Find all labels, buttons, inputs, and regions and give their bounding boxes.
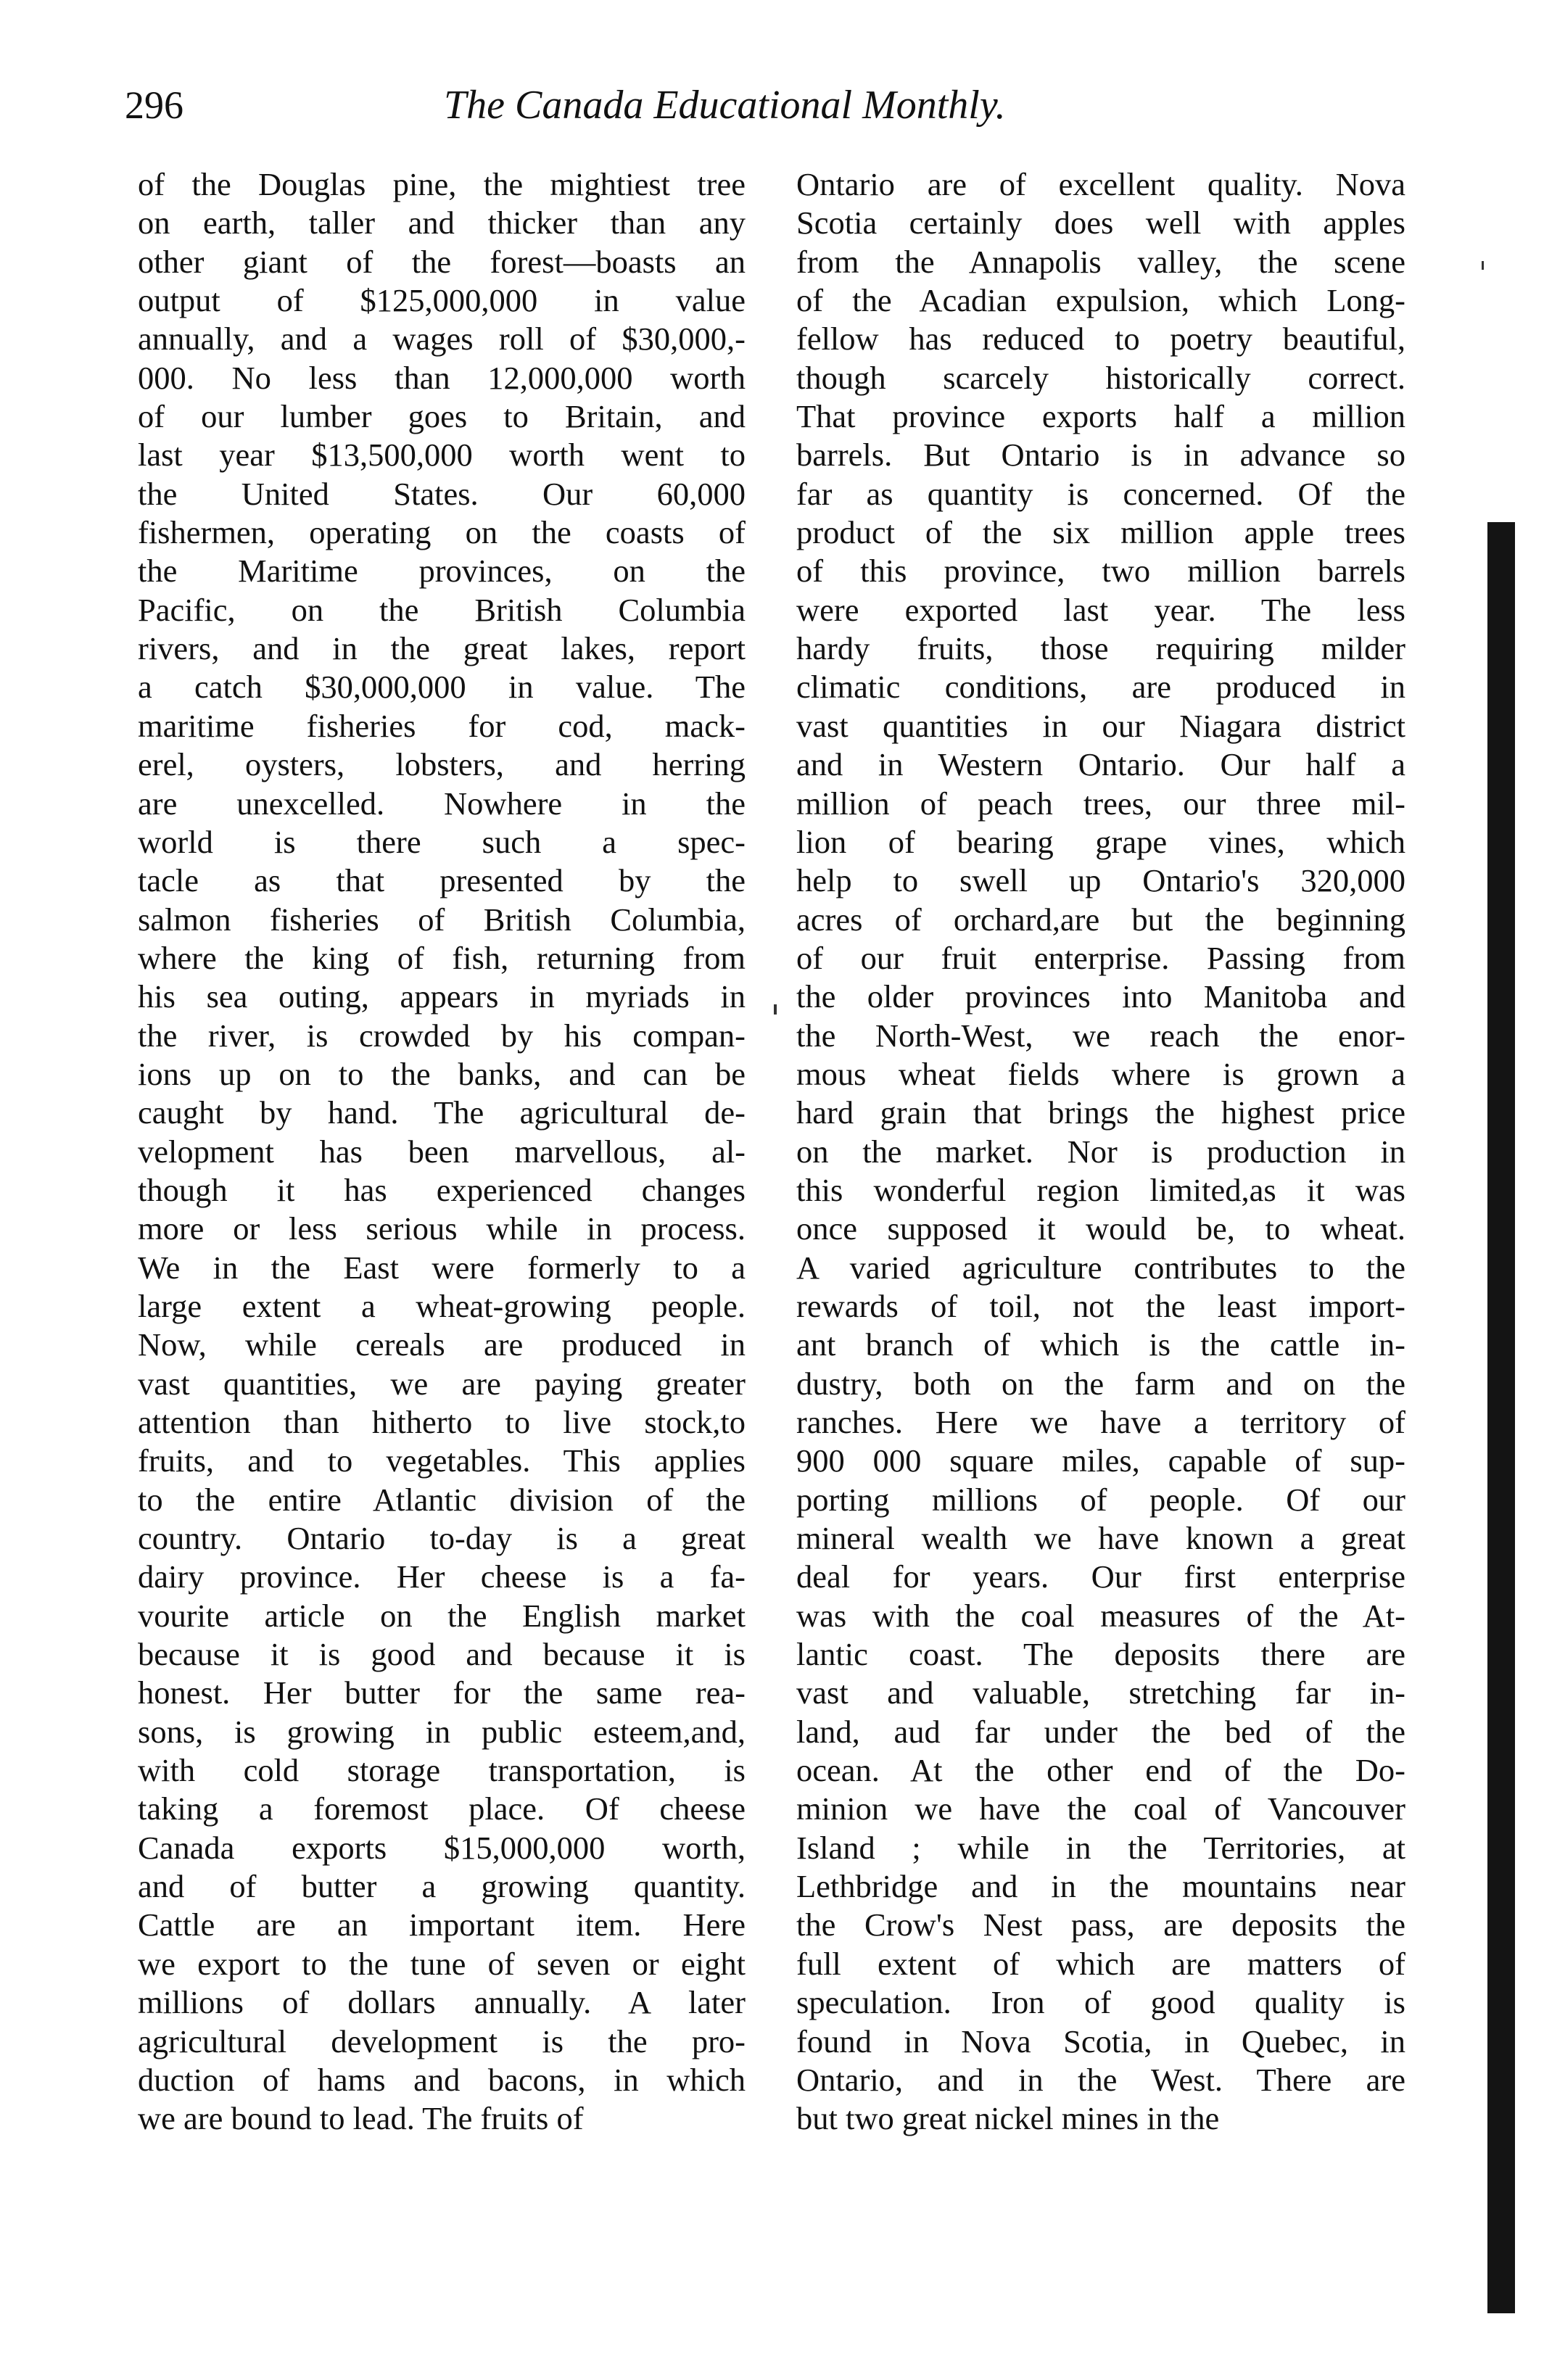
text-line: more or less serious while in process. <box>138 1210 746 1247</box>
text-line: caught by hand. The agricultural de- <box>138 1094 746 1131</box>
scan-edge-shadow <box>1487 522 1515 2313</box>
text-column-left <box>138 165 746 2139</box>
text-line: help to swell up Ontario's 320,000 <box>796 862 1405 899</box>
text-line: once supposed it would be, to wheat. <box>796 1210 1405 1247</box>
text-line: ranches. Here we have a territory of <box>796 1404 1405 1440</box>
text-line: Canada exports $15,000,000 worth, <box>138 1829 746 1866</box>
text-line: 900 000 square miles, capable of sup- <box>796 1442 1405 1479</box>
text-line: the North-West, we reach the enor- <box>796 1017 1405 1054</box>
text-line: Island ; while in the Territories, at <box>796 1829 1405 1866</box>
scan-speck <box>774 1004 777 1015</box>
text-line: Lethbridge and in the mountains near <box>796 1868 1405 1905</box>
text-line: his sea outing, appears in myriads in <box>138 978 746 1015</box>
text-line: on earth, taller and thicker than any <box>138 204 746 241</box>
text-line: mous wheat fields where is grown a <box>796 1055 1405 1092</box>
text-line: taking a foremost place. Of cheese <box>138 1790 746 1827</box>
text-line: of our lumber goes to Britain, and <box>138 398 746 435</box>
text-line: though scarcely historically correct. <box>796 359 1405 396</box>
text-line: of the Douglas pine, the mightiest tree <box>138 166 746 202</box>
text-line: the older provinces into Manitoba and <box>796 978 1405 1015</box>
text-line: million of peach trees, our three mil- <box>796 785 1405 822</box>
text-line: from the Annapolis valley, the scene <box>796 243 1405 280</box>
text-line: vast quantities, we are paying greater <box>138 1365 746 1402</box>
text-line: was with the coal measures of the At- <box>796 1597 1405 1634</box>
text-line: rivers, and in the great lakes, report <box>138 630 746 667</box>
text-line: vast and valuable, stretching far in- <box>796 1674 1405 1711</box>
text-line: lantic coast. The deposits there are <box>796 1636 1405 1673</box>
text-line: minion we have the coal of Vancouver <box>796 1790 1405 1827</box>
text-line: duction of hams and bacons, in which <box>138 2061 746 2098</box>
text-line: output of $125,000,000 in value <box>138 282 746 319</box>
text-line: were exported last year. The less <box>796 591 1405 628</box>
text-line: the Crow's Nest pass, are deposits the <box>796 1906 1405 1943</box>
text-line: of our fruit enterprise. Passing from <box>796 939 1405 976</box>
text-line: because it is good and because it is <box>138 1636 746 1673</box>
text-line: ocean. At the other end of the Do- <box>796 1752 1405 1789</box>
text-line: barrels. But Ontario is in advance so <box>796 437 1405 474</box>
text-line: though it has experienced changes <box>138 1171 746 1208</box>
text-line: agricultural development is the pro- <box>138 2022 746 2059</box>
text-line: sons, is growing in public esteem,and, <box>138 1713 746 1750</box>
text-line: Pacific, on the British Columbia <box>138 591 746 628</box>
text-line: mineral wealth we have known a great <box>796 1520 1405 1557</box>
text-line: Ontario, and in the West. There are <box>796 2061 1405 2098</box>
text-line: of the Acadian expulsion, which Long- <box>796 282 1405 319</box>
text-line: fellow has reduced to poetry beautiful, <box>796 321 1405 358</box>
text-line: That province exports half a million <box>796 398 1405 435</box>
text-line: hard grain that brings the highest price <box>796 1094 1405 1131</box>
text-line: Cattle are an important item. Here <box>138 1906 746 1943</box>
text-line: country. Ontario to-day is a great <box>138 1520 746 1557</box>
text-line: and in Western Ontario. Our half a <box>796 746 1405 783</box>
text-line: where the king of fish, returning from <box>138 939 746 976</box>
text-line: lion of bearing grape vines, which <box>796 823 1405 860</box>
text-line: erel, oysters, lobsters, and herring <box>138 746 746 783</box>
text-line: land, aud far under the bed of the <box>796 1713 1405 1750</box>
text-line: vast quantities in our Niagara district <box>796 707 1405 744</box>
text-line: Now, while cereals are produced in <box>138 1326 746 1363</box>
text-line: annually, and a wages roll of $30,000,- <box>138 321 746 358</box>
text-line: with cold storage transportation, is <box>138 1752 746 1789</box>
text-line: but two great nickel mines in the <box>796 2100 1220 2137</box>
text-line: velopment has been marvellous, al- <box>138 1133 746 1170</box>
text-line: vourite article on the English market <box>138 1597 746 1634</box>
page-number: 296 <box>125 83 183 127</box>
text-line: ant branch of which is the cattle in- <box>796 1326 1405 1363</box>
text-line: on the market. Nor is production in <box>796 1133 1405 1170</box>
text-line: deal for years. Our first enterprise <box>796 1558 1405 1595</box>
text-line: A varied agriculture contributes to the <box>796 1249 1405 1286</box>
text-line: dairy province. Her cheese is a fa- <box>138 1558 746 1595</box>
scan-speck <box>1482 261 1484 270</box>
running-title: The Canada Educational Monthly. <box>444 83 1006 128</box>
text-line: the United States. Our 60,000 <box>138 475 746 512</box>
text-line: hardy fruits, those requiring milder <box>796 630 1405 667</box>
text-line: are unexcelled. Nowhere in the <box>138 785 746 822</box>
text-line: last year $13,500,000 worth went to <box>138 437 746 474</box>
text-line: honest. Her butter for the same rea- <box>138 1674 746 1711</box>
text-line: salmon fisheries of British Columbia, <box>138 901 746 938</box>
text-line: porting millions of people. Of our <box>796 1481 1405 1518</box>
text-line: acres of orchard,are but the beginning <box>796 901 1405 938</box>
text-line: the river, is crowded by his compan- <box>138 1017 746 1054</box>
text-line: and of butter a growing quantity. <box>138 1868 746 1905</box>
text-line: rewards of toil, not the least import- <box>796 1287 1405 1324</box>
text-line: we are bound to lead. The fruits of <box>138 2100 584 2137</box>
text-line: this wonderful region limited,as it was <box>796 1171 1405 1208</box>
text-line: Ontario are of excellent quality. Nova <box>796 166 1405 202</box>
text-line: of this province, two million barrels <box>796 553 1405 590</box>
text-line: climatic conditions, are produced in <box>796 669 1405 706</box>
text-line: we export to the tune of seven or eight <box>138 1945 746 1982</box>
text-line: We in the East were formerly to a <box>138 1249 746 1286</box>
text-line: Scotia certainly does well with apples <box>796 204 1405 241</box>
text-line: other giant of the forest—boasts an <box>138 243 746 280</box>
text-line: the Maritime provinces, on the <box>138 553 746 590</box>
text-line: millions of dollars annually. A later <box>138 1984 746 2021</box>
text-line: a catch $30,000,000 in value. The <box>138 669 746 706</box>
text-line: dustry, both on the farm and on the <box>796 1365 1405 1402</box>
page-header <box>125 73 1111 138</box>
text-line: tacle as that presented by the <box>138 862 746 899</box>
text-line: attention than hitherto to live stock,to <box>138 1404 746 1440</box>
text-column-right <box>796 165 1405 2139</box>
text-line: found in Nova Scotia, in Quebec, in <box>796 2022 1405 2059</box>
text-line: fishermen, operating on the coasts of <box>138 514 746 551</box>
text-line: to the entire Atlantic division of the <box>138 1481 746 1518</box>
text-line: product of the six million apple trees <box>796 514 1405 551</box>
text-line: large extent a wheat-growing people. <box>138 1287 746 1324</box>
text-line: fruits, and to vegetables. This applies <box>138 1442 746 1479</box>
text-line: ions up on to the banks, and can be <box>138 1055 746 1092</box>
text-line: far as quantity is concerned. Of the <box>796 475 1405 512</box>
text-line: 000. No less than 12,000,000 worth <box>138 359 746 396</box>
text-line: speculation. Iron of good quality is <box>796 1984 1405 2021</box>
text-line: maritime fisheries for cod, mack- <box>138 707 746 744</box>
text-line: world is there such a spec- <box>138 823 746 860</box>
text-line: full extent of which are matters of <box>796 1945 1405 1982</box>
